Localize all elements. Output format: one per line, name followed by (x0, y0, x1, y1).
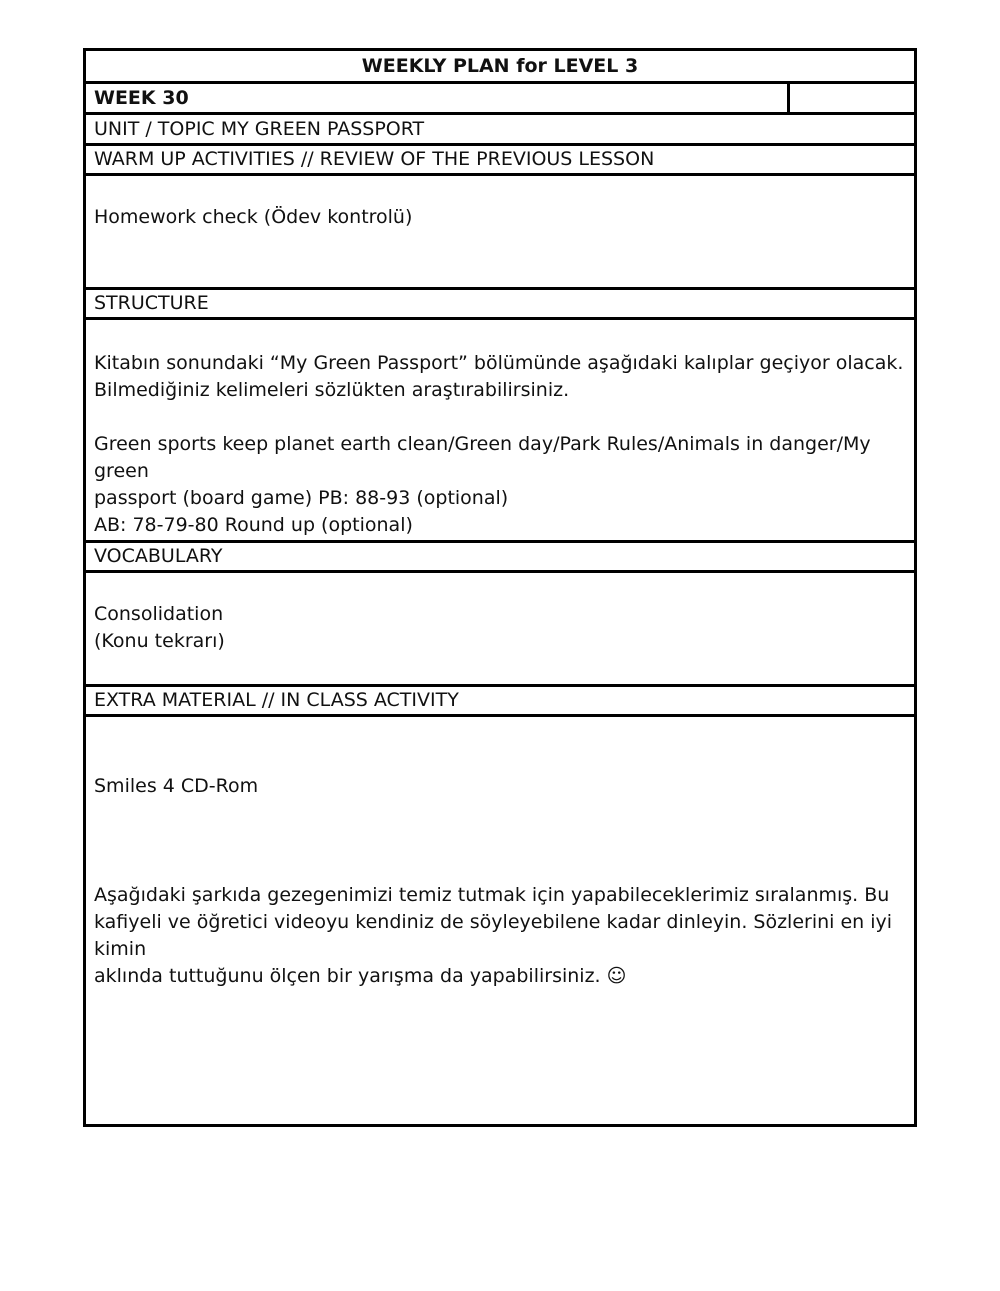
warm-up-content (86, 176, 914, 290)
structure-heading: STRUCTURE (94, 292, 209, 314)
plan-title: WEEKLY PLAN for LEVEL 3 (361, 54, 639, 77)
vocabulary-line-1: Consolidation (94, 603, 224, 625)
warm-up-heading-row (86, 146, 914, 176)
vocabulary-heading: VOCABULARY (94, 545, 223, 567)
weekly-plan-table (83, 48, 917, 1127)
unit-topic: UNIT / TOPIC MY GREEN PASSPORT (94, 117, 425, 140)
structure-line-4: passport (board game) PB: 88-93 (optional) (94, 487, 509, 509)
week-row (86, 84, 914, 115)
structure-line-5: AB: 78-79-80 Round up (optional) (94, 514, 413, 536)
extra-material-line-3: aklında tuttuğunu ölçen bir yarışma da yapabilirsiniz. ☺ (94, 965, 627, 987)
unit-topic-row (86, 115, 914, 146)
warm-up-text: Homework check (Ödev kontrolü) (94, 206, 413, 228)
extra-material-line-1: Aşağıdaki şarkıda gezegenimizi temiz tutmak için yapabileceklerimiz sıralanmış. Bu (94, 884, 890, 906)
vocabulary-content (86, 573, 914, 687)
structure-content (86, 320, 914, 543)
extra-material-resource: Smiles 4 CD-Rom (94, 775, 259, 797)
structure-line-3: Green sports keep planet earth clean/Green day/Park Rules/Animals in danger/My green (94, 433, 871, 482)
extra-material-heading-row (86, 687, 914, 717)
extra-material-heading: EXTRA MATERIAL // IN CLASS ACTIVITY (94, 689, 459, 711)
structure-line-1: Kitabın sonundaki “My Green Passport” bölümünde aşağıdaki kalıplar geçiyor olacak. (94, 352, 904, 374)
week-label: WEEK 30 (86, 84, 790, 112)
plan-title-row (86, 51, 914, 84)
week-extra-cell (790, 84, 914, 112)
warm-up-heading: WARM UP ACTIVITIES // REVIEW OF THE PREVIOUS LESSON (94, 148, 655, 170)
structure-heading-row (86, 290, 914, 320)
vocabulary-line-2: (Konu tekrarı) (94, 630, 225, 652)
extra-material-line-2: kafiyeli ve öğretici videoyu kendiniz de söyleyebilene kadar dinleyin. Sözlerini en iyi kimin (94, 911, 893, 960)
vocabulary-heading-row (86, 543, 914, 573)
extra-material-content (86, 717, 914, 1124)
structure-line-2: Bilmediğiniz kelimeleri sözlükten araştırabilirsiniz. (94, 379, 570, 401)
